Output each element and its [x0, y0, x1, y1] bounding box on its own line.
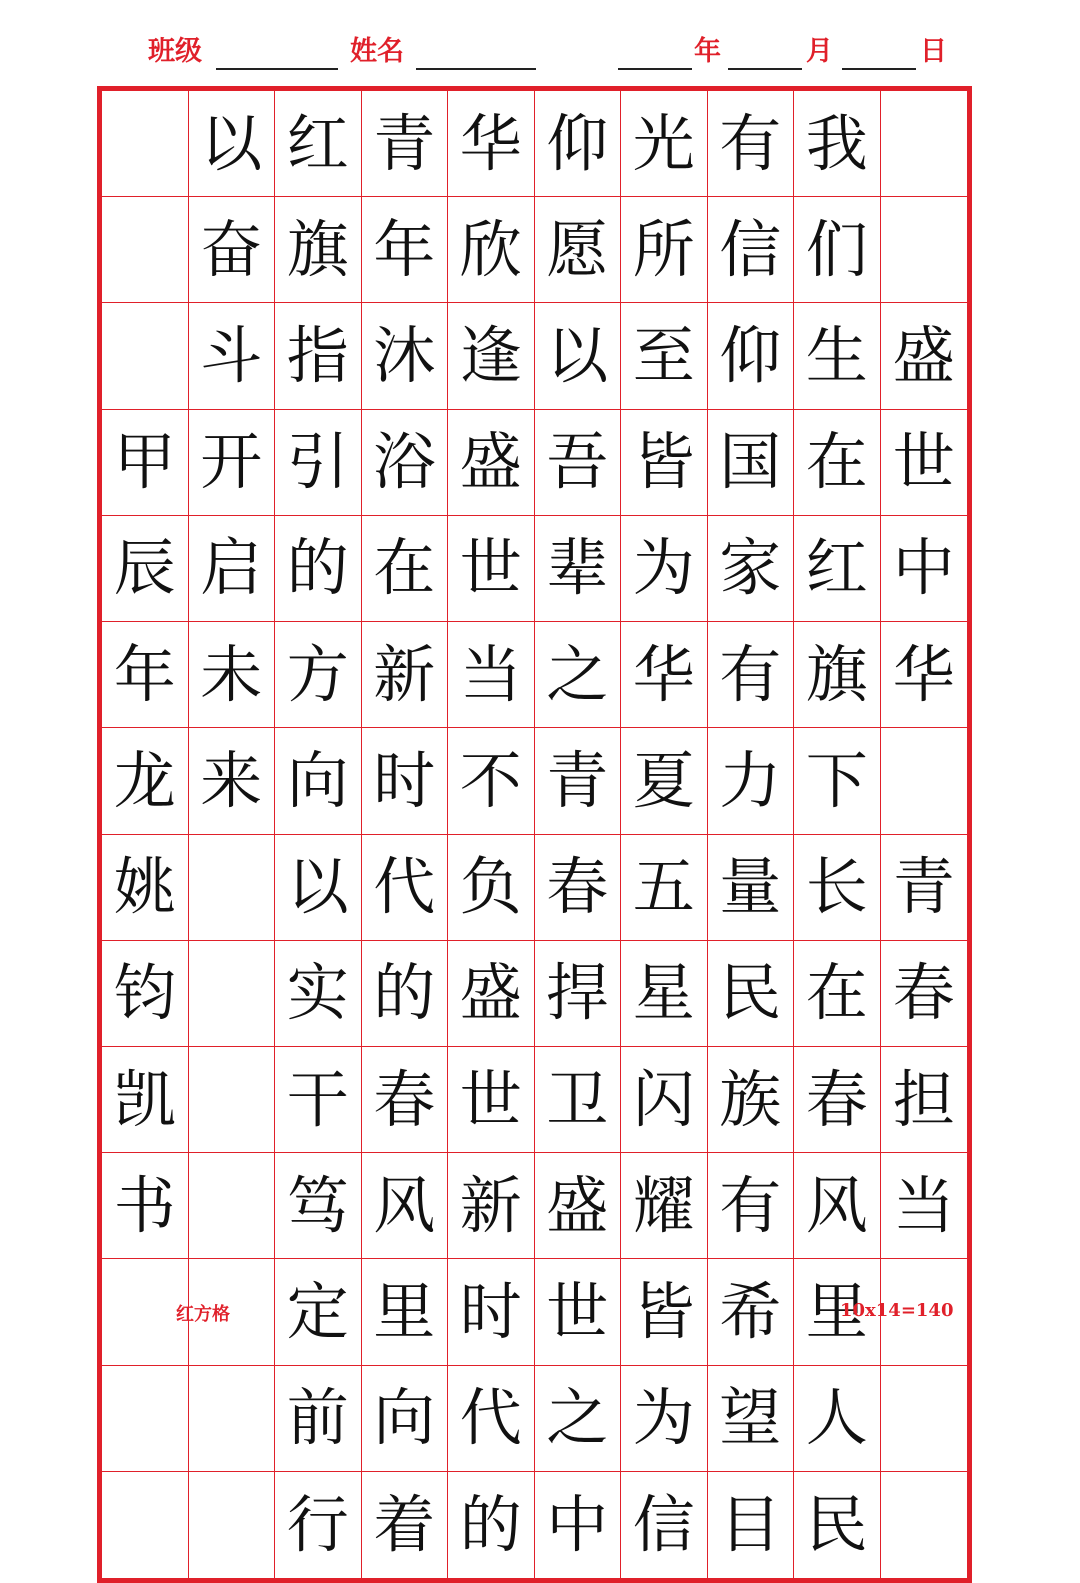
grid-cell: 的 — [275, 516, 362, 622]
grid-cell: 华 — [881, 622, 968, 728]
grid-cell: 望 — [708, 1366, 795, 1472]
grid-cell: 沐 — [362, 303, 449, 409]
grid-cell: 夏 — [621, 728, 708, 834]
grid-cell: 的 — [362, 941, 449, 1047]
grid-cell: 力 — [708, 728, 795, 834]
class-label: 班级 — [148, 36, 202, 67]
day-field[interactable] — [842, 68, 916, 70]
grid-cell — [189, 941, 276, 1047]
grid-cell: 向 — [362, 1366, 449, 1472]
grid-cell: 卫 — [535, 1047, 622, 1153]
grid-cell: 的 — [448, 1472, 535, 1578]
grid-cell — [189, 1153, 276, 1259]
grid-count-label: 10x14=140 — [840, 1300, 954, 1321]
grid-cell: 我 — [794, 91, 881, 197]
grid-cell — [881, 728, 968, 834]
paper-type-label: 红方格 — [176, 1304, 230, 1325]
grid-cell: 信 — [621, 1472, 708, 1578]
grid-cell: 世 — [448, 1047, 535, 1153]
grid-cell: 量 — [708, 835, 795, 941]
grid-cell: 前 — [275, 1366, 362, 1472]
grid-cell: 世 — [881, 410, 968, 516]
grid-cell: 为 — [621, 516, 708, 622]
grid-cell: 干 — [275, 1047, 362, 1153]
grid-cell: 实 — [275, 941, 362, 1047]
grid-cell: 华 — [621, 622, 708, 728]
grid-cell: 时 — [448, 1259, 535, 1365]
grid-cell: 世 — [535, 1259, 622, 1365]
grid-cell — [102, 1366, 189, 1472]
grid-cell: 欣 — [448, 197, 535, 303]
grid-cell: 当 — [448, 622, 535, 728]
grid-cell: 吾 — [535, 410, 622, 516]
grid-cell — [881, 91, 968, 197]
grid-cell: 旗 — [794, 622, 881, 728]
grid-cell: 旗 — [275, 197, 362, 303]
grid-cell: 有 — [708, 622, 795, 728]
grid-cell: 青 — [362, 91, 449, 197]
grid-cell: 红 — [275, 91, 362, 197]
name-label: 姓名 — [350, 36, 404, 67]
grid-cell: 指 — [275, 303, 362, 409]
grid-cell: 以 — [535, 303, 622, 409]
grid-cell: 之 — [535, 1366, 622, 1472]
grid-cell: 有 — [708, 1153, 795, 1259]
grid-cell: 来 — [189, 728, 276, 834]
grid-cell: 在 — [794, 410, 881, 516]
grid-cell: 向 — [275, 728, 362, 834]
writing-grid — [97, 86, 972, 1583]
grid-cell: 春 — [535, 835, 622, 941]
grid-cell: 春 — [794, 1047, 881, 1153]
grid-cell: 仰 — [708, 303, 795, 409]
grid-cell: 代 — [362, 835, 449, 941]
grid-cell: 引 — [275, 410, 362, 516]
grid-cell: 着 — [362, 1472, 449, 1578]
grid-cell: 长 — [794, 835, 881, 941]
grid-cell: 未 — [189, 622, 276, 728]
grid-cell: 辈 — [535, 516, 622, 622]
grid-cell — [881, 1472, 968, 1578]
grid-cell: 捍 — [535, 941, 622, 1047]
grid-cell — [189, 1472, 276, 1578]
grid-cell: 皆 — [621, 1259, 708, 1365]
grid-cell: 以 — [189, 91, 276, 197]
grid-cell: 风 — [794, 1153, 881, 1259]
grid-cell: 五 — [621, 835, 708, 941]
grid-cell: 钧 — [102, 941, 189, 1047]
grid-cell: 浴 — [362, 410, 449, 516]
grid-cell: 不 — [448, 728, 535, 834]
grid-cell: 盛 — [448, 941, 535, 1047]
grid-cell — [189, 1366, 276, 1472]
grid-cell: 春 — [362, 1047, 449, 1153]
grid-cell — [102, 91, 189, 197]
grid-cell — [102, 1472, 189, 1578]
grid-cell: 之 — [535, 622, 622, 728]
grid-cell: 目 — [708, 1472, 795, 1578]
grid-cell: 星 — [621, 941, 708, 1047]
grid-cell: 年 — [102, 622, 189, 728]
grid-cell: 风 — [362, 1153, 449, 1259]
grid-cell: 家 — [708, 516, 795, 622]
grid-cell: 下 — [794, 728, 881, 834]
grid-cell: 定 — [275, 1259, 362, 1365]
grid-cell: 斗 — [189, 303, 276, 409]
grid-cell: 当 — [881, 1153, 968, 1259]
header — [0, 28, 1080, 78]
day-label: 日 — [920, 36, 947, 67]
grid-cell: 们 — [794, 197, 881, 303]
grid-cell: 笃 — [275, 1153, 362, 1259]
grid-cell: 人 — [794, 1366, 881, 1472]
grid-cell: 凯 — [102, 1047, 189, 1153]
grid-cell: 生 — [794, 303, 881, 409]
grid-cell: 行 — [275, 1472, 362, 1578]
year-label: 年 — [694, 36, 721, 67]
grid-cell: 新 — [448, 1153, 535, 1259]
grid-cell: 代 — [448, 1366, 535, 1472]
grid-cell: 龙 — [102, 728, 189, 834]
name-field[interactable] — [416, 68, 536, 70]
grid-cell: 奋 — [189, 197, 276, 303]
class-field[interactable] — [216, 68, 338, 70]
grid-cell: 至 — [621, 303, 708, 409]
grid-cell: 开 — [189, 410, 276, 516]
grid-cell: 里 — [362, 1259, 449, 1365]
grid-cell — [102, 303, 189, 409]
grid-cell: 仰 — [535, 91, 622, 197]
grid-cell: 有 — [708, 91, 795, 197]
grid-cell: 在 — [362, 516, 449, 622]
grid-cell — [102, 197, 189, 303]
grid-cell: 华 — [448, 91, 535, 197]
grid-cell: 民 — [794, 1472, 881, 1578]
grid-cell: 盛 — [535, 1153, 622, 1259]
grid-cell — [189, 835, 276, 941]
month-field[interactable] — [728, 68, 802, 70]
grid-cell: 耀 — [621, 1153, 708, 1259]
grid-cell: 民 — [708, 941, 795, 1047]
grid-cell: 盛 — [448, 410, 535, 516]
grid-cell: 新 — [362, 622, 449, 728]
grid-cell: 春 — [881, 941, 968, 1047]
month-label: 月 — [806, 36, 833, 67]
grid-cell: 在 — [794, 941, 881, 1047]
grid-cell — [189, 1047, 276, 1153]
grid-cell: 时 — [362, 728, 449, 834]
grid-cell: 为 — [621, 1366, 708, 1472]
grid-cell: 以 — [275, 835, 362, 941]
grid-cell: 希 — [708, 1259, 795, 1365]
grid-cell: 愿 — [535, 197, 622, 303]
grid-cell: 逢 — [448, 303, 535, 409]
grid-cell: 中 — [881, 516, 968, 622]
grid-cell: 里 — [794, 1259, 881, 1365]
grid-cell: 负 — [448, 835, 535, 941]
grid-cell: 闪 — [621, 1047, 708, 1153]
grid-cell: 所 — [621, 197, 708, 303]
grid-cell: 甲 — [102, 410, 189, 516]
grid-cell — [881, 197, 968, 303]
grid-cell — [881, 1366, 968, 1472]
grid-cell: 族 — [708, 1047, 795, 1153]
grid-cell: 国 — [708, 410, 795, 516]
grid-cell: 姚 — [102, 835, 189, 941]
grid-cell: 红 — [794, 516, 881, 622]
grid-cell: 担 — [881, 1047, 968, 1153]
grid-cell: 信 — [708, 197, 795, 303]
grid-cell: 启 — [189, 516, 276, 622]
grid-cell: 盛 — [881, 303, 968, 409]
grid-cell: 中 — [535, 1472, 622, 1578]
grid-cell: 书 — [102, 1153, 189, 1259]
grid-cell: 青 — [535, 728, 622, 834]
year-field[interactable] — [618, 68, 692, 70]
grid-cell: 年 — [362, 197, 449, 303]
grid-cell: 皆 — [621, 410, 708, 516]
grid-cell: 方 — [275, 622, 362, 728]
grid-cell: 辰 — [102, 516, 189, 622]
grid-cell: 光 — [621, 91, 708, 197]
grid-cell: 世 — [448, 516, 535, 622]
grid-cell: 青 — [881, 835, 968, 941]
